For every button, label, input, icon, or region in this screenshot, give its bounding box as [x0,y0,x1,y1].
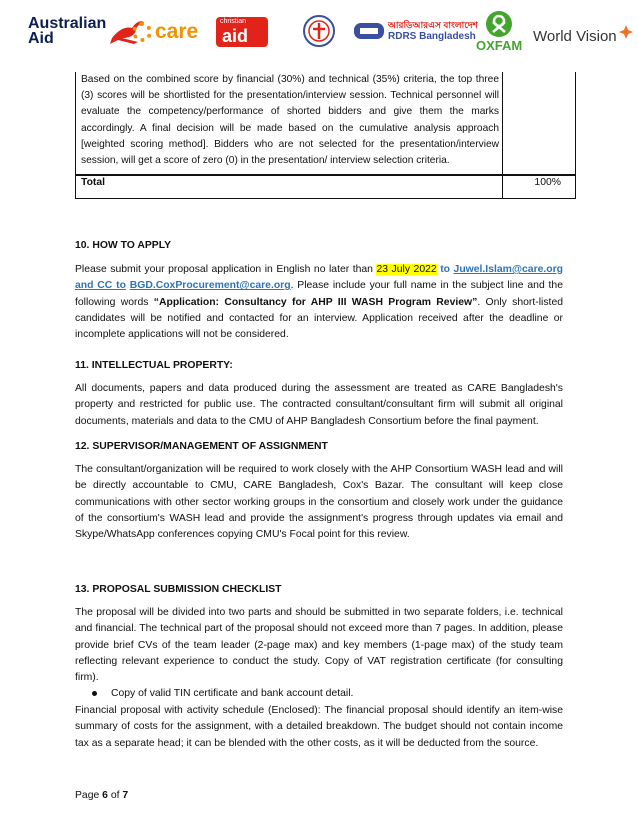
current-page: 6 [102,790,108,801]
world-vision-star-icon [619,25,633,39]
australian-aid-logo [28,16,148,46]
checklist-paragraph: The proposal will be divided into two parts and should be submitted in two separate folders, i.e. technical and financial. The technical part of the proposal should not exceed more than 7 pages. In addition, please provide brief CVs of the team leader (2-page max) and key members (1-page max) of the study team reflecting relevant experience to conduct the study. Copy of VAT registration certificate (for consulting firm). [75,607,563,684]
checklist-bullet-item [92,688,353,699]
total-pages: 7 [122,790,129,801]
caritas-seal-icon [302,12,336,50]
criteria-description-cell: Based on the combined score by financial (30%) and technical (35%) criteria, the top three (3) scores will be shortlisted for the presentation/interview session. Technical personnel will evaluate the competency/performance of shorted bidders and give them the marks accordingly. A final decision will be made based on the cumulative analysis approach [weighted scoring method]. Bidders who are not selected for the presentation/interview session, will get a score of zero (0) in the presentation/ interview selection criteria. [81,74,499,167]
page-word: Page [75,790,100,801]
oxfam-logo-text: OXFAM [476,38,523,53]
rdrs-bangladesh-logo [354,20,478,42]
partner-logo-bar [0,0,638,66]
world-vision-logo [533,28,633,45]
apply-text-2: . Please include your full name in the subject line and the following words [75,280,563,308]
oxfam-logo [476,10,522,53]
email-link-cox-procurement[interactable]: BGD.CoxProcurement@care.org [129,280,291,292]
how-to-apply-heading: 10. HOW TO APPLY [75,240,172,251]
email-link-juwel[interactable]: Juwel.Islam@care.org [453,264,564,275]
supervisor-heading: 12. SUPERVISOR/MANAGEMENT OF ASSIGNMENT [75,441,328,452]
rdrs-emblem-icon [354,23,384,39]
apply-text-3: . Only short-listed candidates will be notified and contacted for an interview. Application received after the deadline or incomplete applications will not be considered. [75,296,563,341]
deadline-highlight: 23 July 2022 [376,264,437,275]
caritas-logo [302,12,336,50]
rdrs-logo-bangla: আরডিআরএস বাংলাদেশ [388,20,478,30]
world-vision-logo-text: World Vision [533,28,617,45]
financial-proposal-paragraph: Financial proposal with activity schedule (Enclosed): The financial proposal should identify an item-wise summary of costs for the assignment, with a detailed breakdown. The budget should not contain income tax as a separate head; it can be blended with the other costs, as it will be deducted from the source. [75,705,563,749]
rdrs-logo-english: RDRS Bangladesh [388,31,476,42]
care-logo-text: care [155,20,199,43]
intellectual-property-heading: 11. INTELLECTUAL PROPERTY: [75,360,233,371]
apply-to-word: to [440,264,451,275]
page-number-footer [75,790,128,801]
apply-text-1: Please submit your proposal application in English no later than [75,264,373,275]
and-cc-text: and CC to [75,280,126,292]
care-sun-icon [132,22,152,42]
how-to-apply-paragraph [75,262,563,343]
total-value-cell: 100% [534,177,561,188]
evaluation-criteria-table [75,72,576,199]
oxfam-emblem-icon [484,10,514,38]
subject-line-text: “Application: Consultancy for AHP III WASH Program Review” [153,296,478,308]
christian-aid-logo-line1: christian [220,18,247,25]
of-word: of [110,790,120,801]
total-label-cell: Total [81,177,106,188]
bullet-icon [92,691,97,696]
checklist-heading: 13. PROPOSAL SUBMISSION CHECKLIST [75,584,282,595]
australian-aid-logo-line2: Aid [28,30,54,47]
supervisor-paragraph: The consultant/organization will be required to work closely with the AHP Consortium WASH lead and will be directly accountable to CMU, CARE Bangladesh, Cox's Bazar. The consultant will keep close communications with other sector working groups in the consortium and closely work under the guidance of the consortium's WASH lead and provide the assignment's progress through updates via email and Skype/WhatsApp conferences copying CMU's Focal point for this review. [75,464,563,541]
care-logo [132,20,198,44]
christian-aid-logo-line2: aid [222,26,249,46]
australian-aid-logo-line1: Australian [28,15,107,32]
intellectual-property-paragraph: All documents, papers and data produced during the assessment are treated as CARE Bangladesh's property and restricted for public use. The contracted consultant/consultant firm will submit all original documents, materials and data to the CMU of AHP Bangladesh Consortium before the final payment. [75,383,563,427]
christian-aid-logo [216,17,268,47]
checklist-bullet-text: Copy of valid TIN certificate and bank account detail. [111,688,354,699]
